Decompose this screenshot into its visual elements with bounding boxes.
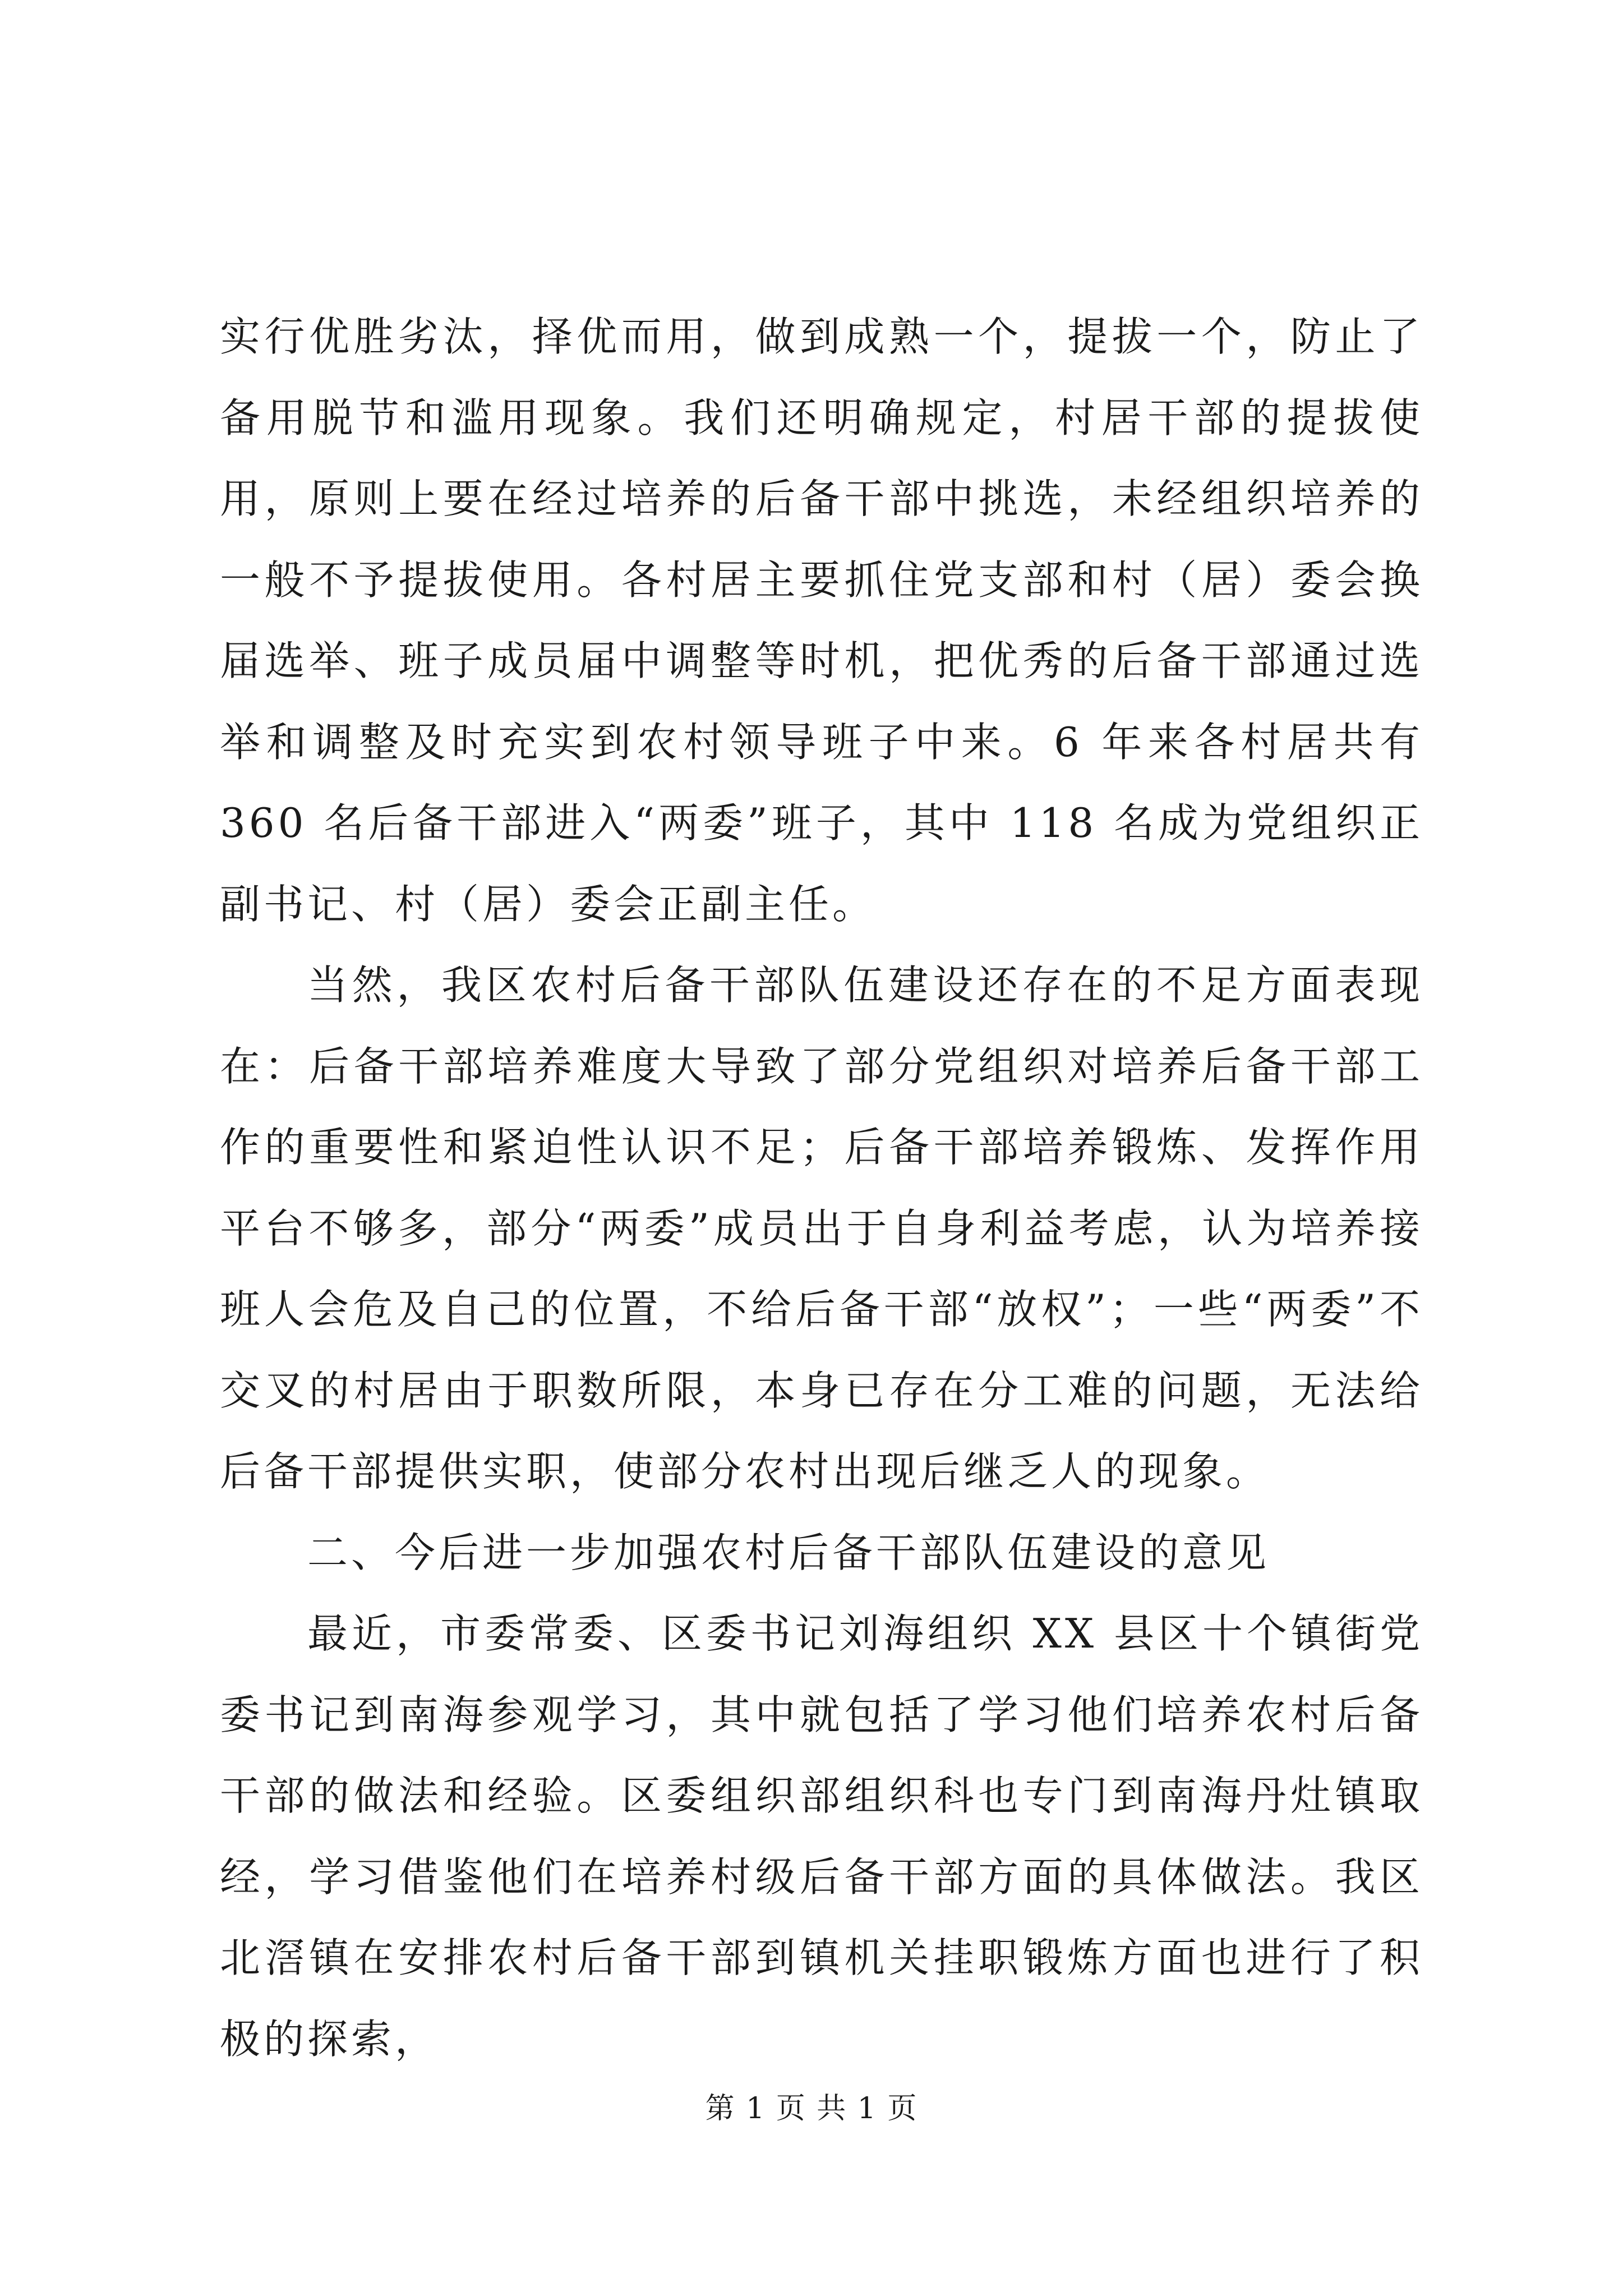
paragraph-1: 实行优胜劣汰，择优而用，做到成熟一个，提拔一个，防止了备用脱节和滥用现象。我们还明确规定，村居干部的提拔使用，原则上要在经过培养的后备干部中挑选，未经组织培养的一般不予提拔使用。各村居主要抓住党支部和村（居）委会换届选举、班子成员届中调整等时机，把优秀的后备干部通过选举和调整及时充实到农村领导班子中来。6 年来各村居共有 360 名后备干部进入“两委”班子，其中 118 名成为党组织正副书记、村（居）委会正副主任。: [220, 313, 1423, 928]
paragraph-3: 最近，市委常委、区委书记刘海组织 XX 县区十个镇街党委书记到南海参观学习，其中就包括了学习他们培养农村后备干部的做法和经验。区委组织部组织科也专门到南海丹灶镇取经，学习借鉴他们在培养村级后备干部方面的具体做法。我区北滘镇在安排农村后备干部到镇机关挂职锻炼方面也进行了积极的探索，: [220, 1610, 1423, 2063]
section-heading: 二、今后进一步加强农村后备干部队伍建设的意见: [307, 1529, 1270, 1576]
page-footer: 第 1 页 共 1 页: [705, 2092, 918, 2125]
paragraph-2: 当然，我区农村后备干部队伍建设还存在的不足方面表现在：后备干部培养难度大导致了部分党组织对培养后备干部工作的重要性和紧迫性认识不足；后备干部培养锻炼、发挥作用平台不够多，部分“两委”成员出于自身利益考虑，认为培养接班人会危及自己的位置，不给后备干部“放权”；一些“两委”不交叉的村居由于职数所限，本身已存在分工难的问题，无法给后备干部提供实职，使部分农村出现后继乏人的现象。: [220, 961, 1423, 1495]
document-body: [220, 296, 1423, 2079]
